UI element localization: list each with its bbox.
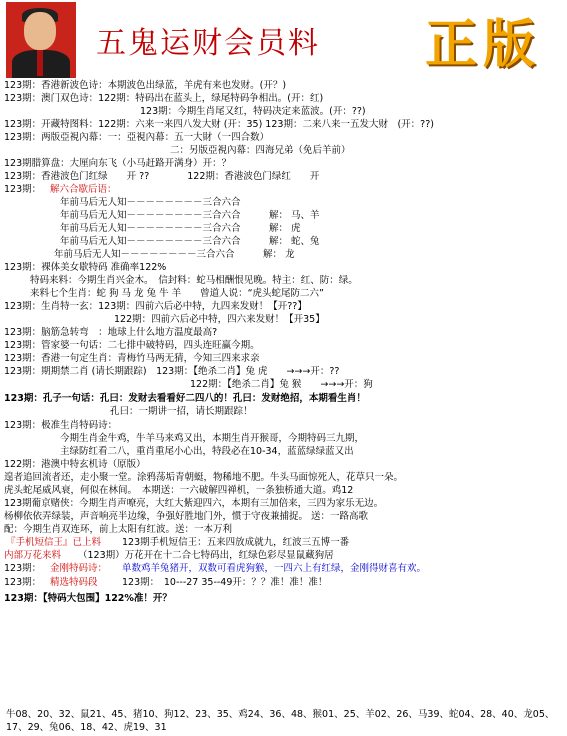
text-line: 122期：四前六后必中特，四六来发财！【开35】 xyxy=(114,314,325,325)
text-line: 123期：澳门双色诗：122期：特码出在蓝头上，绿尾特码争相出。(开：红) xyxy=(4,93,324,104)
text-line: 123期：香港波色门红绿 开 ?? 122期：香港波色门绿红 开 xyxy=(4,171,320,182)
text-line: 123期： xyxy=(4,577,42,588)
authentic-badge: 正版 xyxy=(425,14,542,75)
page-title: 五鬼运财会员料 xyxy=(96,26,320,61)
text-line: 年前马后无人知－－－－－－－－三合六合 解： 马、羊 xyxy=(60,210,320,221)
text-line: 二：另版亞視內幕：四海兄弟（免后羊前） xyxy=(170,145,351,156)
lottery-numbers: 牛08、20、32、鼠21、45、猪10、狗12、23、35、鸡24、36、48、猴01、25、羊02、26、马39、蛇04、28、40、龙05、17、29、兔06、18、42、虎19、31 xyxy=(6,709,555,733)
text-line: 单数鸡羊兔猪开，双数可看虎狗猴，一四六上有红绿，金刚得财喜有欢。 xyxy=(122,563,427,574)
text-line: 杨柳依依弄绿装，声音响亮半边缘，争强好胜地门外，惯于守夜兼捕捉。 送：一路高歌 xyxy=(4,511,369,522)
text-line: 年前马后无人知－－－－－－－－三合六合 xyxy=(60,197,241,208)
header xyxy=(0,0,567,80)
text-line: 123期手机短信王：五来四放成就九，红波三五博一番 xyxy=(122,537,350,548)
text-line: 123期：开藏特图料：122期：六来一来四八发大财 (开：35) 123期：二来八来一五发大财 (开：??) xyxy=(4,119,434,130)
text-line: 年前马后无人知－－－－－－－－三合六合 解： 虎 xyxy=(60,223,301,234)
text-line: 解六合歇后语： xyxy=(50,184,117,195)
text-line: （123期）万花开在十二合七特码出，红绿色彩尽显鼠藏狗居 xyxy=(78,550,334,561)
text-line: 特码来料：今期生肖兴金木。 信封料：蛇马相酬恨见晚。特主：红、防：绿。 xyxy=(30,275,358,286)
text-line: 遑者追回流者还，走小聚一堂。涂鸦荡垢青朝蜓，物稀地不肥。牛头马面惊死人，花草只一朵。 xyxy=(4,472,404,483)
text-line: 123期：孔子一句话：孔曰：发财去看看好二四八的！孔曰：发财绝招，本期看生肖！ xyxy=(4,393,366,404)
text-line: 主绿防红看二八，重肖重尾小心出，特段必在10-34，蓝蓝绿绿蓝又出 xyxy=(60,446,354,457)
text-line: 年前马后无人知－－－－－－－－三合六合 解： 蛇、兔 xyxy=(60,236,320,247)
text-line: 123期：【特码大包围】122%准！开？ xyxy=(4,593,172,604)
text-line: 今期生肖金牛鸡，牛羊马来鸡又出，本期生肖开猴哥，今期特码三九期， xyxy=(60,433,365,444)
text-line: 123期：两版亞視內幕：一：亞視內幕：五一大財（一四合数） xyxy=(4,132,270,143)
text-line: 金刚特码诗： xyxy=(50,563,108,574)
text-line: 123期： xyxy=(4,184,42,195)
portrait-photo xyxy=(6,2,76,78)
text-line: 123期：裸体美女歇特码 准确率122% xyxy=(4,262,167,273)
text-line: 来料七个生肖：蛇 狗 马 龙 兔 牛 羊 曾道人说：“虎头蛇尾防二六” xyxy=(30,288,324,299)
text-line: 122期：【绝杀二肖】兔 猴 →→→开：狗 xyxy=(190,379,373,390)
text-line: 123期：香港新波色诗：本期波色出绿蓝，羊虎有来也发财。(开？) xyxy=(4,80,287,91)
text-line: 孔曰：一期讲一招，请长期跟踪！ xyxy=(110,406,253,417)
text-line: 123期：管家婆一句话：二七排中破特码，四头连旺赢今期。 xyxy=(4,340,260,351)
text-line: 123期：极准生肖特码诗： xyxy=(4,420,118,431)
text-line: 年前马后无人知－－－－－－－－三合六合 解： 龙 xyxy=(54,249,295,260)
text-line: 123期： 10---27 35--49开：？？准！准！准！ xyxy=(122,577,328,588)
text-line: 123期：香港一句定生肖：青梅竹马两无猜，今知三四来求亲 xyxy=(4,353,260,364)
text-line: 123期腊算盘：大厘向东飞（小马赶路开满身）开：？ xyxy=(4,158,232,169)
text-line: 『手机短信王』已上料 xyxy=(6,537,102,548)
text-line: 虎头蛇尾威风衰，何似在林间。 本期送：一六破解四禅机，一条独桥通大道。鸡12 xyxy=(4,485,354,496)
text-line: 精选特码段 xyxy=(50,577,98,588)
text-line: 123期：生肖特一玄：123期：四前六后必中特，九四来发财！【开??】 xyxy=(4,301,307,312)
text-line: 123期葡京赌侠：今期生肖声嘹亮，大红大紫迎四六，本期有三加倍来，三四为家乐无边。 xyxy=(4,498,384,509)
text-line: 配：今期生肖双连环，前上太阳有红波。送：一本万利 xyxy=(4,524,233,535)
text-line: 123期： xyxy=(4,563,42,574)
text-line: 123期：期期禁二肖 (请长期跟踪) 123期：【绝杀二肖】兔 虎 →→→开：?? xyxy=(4,366,340,377)
text-line: 123期：脑筋急转弯 ：地球上什么地方温度最高? xyxy=(4,327,218,338)
text-line: 122期：港澳中特玄机诗（原版） xyxy=(4,459,146,470)
text-line: 内部万花来料 xyxy=(4,550,62,561)
text-line: 123期：今期生肖尾又红，特码决定来蓝波。(开：??) xyxy=(140,106,366,117)
